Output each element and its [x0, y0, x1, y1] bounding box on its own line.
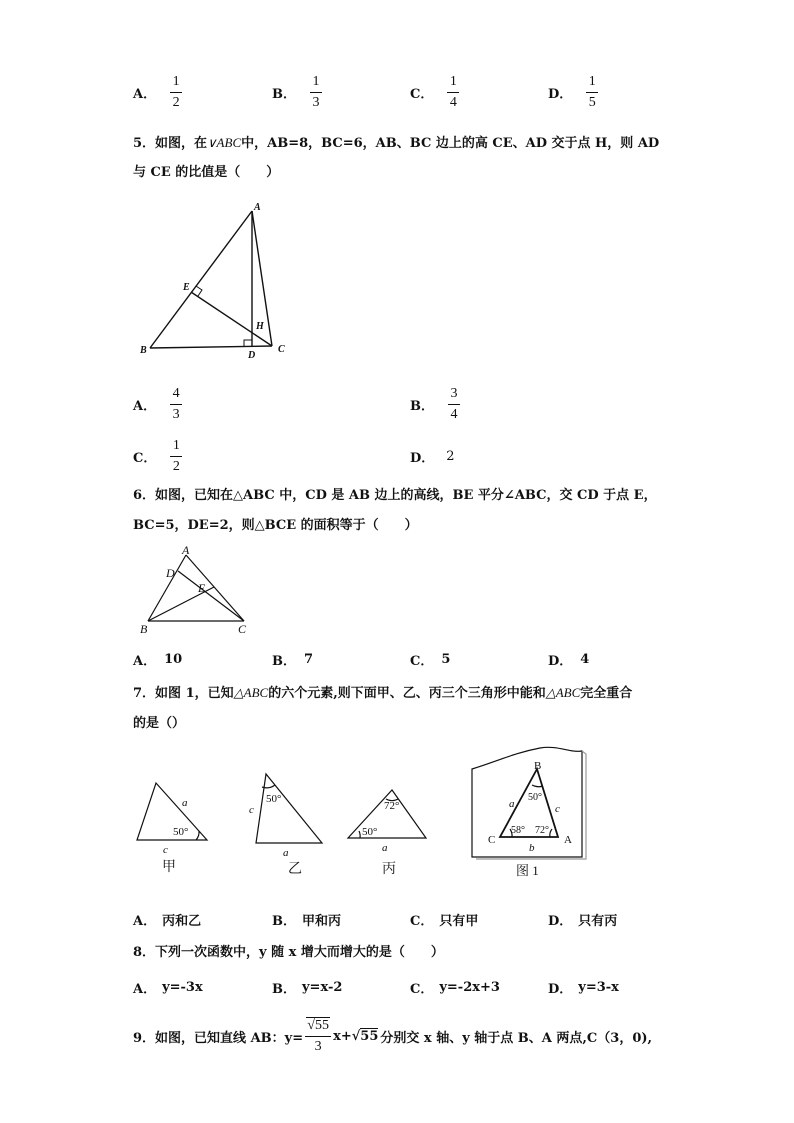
- svg-text:B: B: [140, 345, 147, 356]
- q6-option-d: D． 4: [548, 652, 590, 669]
- q7-option-c: C． 只有甲: [410, 914, 479, 929]
- svg-text:E: E: [198, 581, 206, 595]
- q6-option-c: C． 5: [410, 652, 451, 669]
- fraction: $\frac{1}{3}$: [310, 74, 322, 111]
- q4-option-b: B． $\frac{1}{3}$: [272, 74, 322, 111]
- q8-option-b: B． y=x-2: [272, 980, 343, 997]
- svg-text:c: c: [163, 844, 168, 856]
- svg-text:甲: 甲: [162, 860, 176, 875]
- svg-text:C: C: [488, 834, 496, 846]
- svg-text:a: a: [182, 797, 188, 809]
- q8-option-a: A． y=-3x: [133, 980, 203, 997]
- q5-option-c: C． $\frac{1}{2}$: [133, 438, 182, 475]
- triangle-bing: [348, 790, 426, 838]
- sqrt: √55: [307, 1018, 329, 1033]
- svg-text:a: a: [509, 798, 515, 810]
- svg-text:50°: 50°: [173, 826, 189, 838]
- sqrt: √55: [351, 1028, 379, 1044]
- svg-text:c: c: [249, 804, 254, 816]
- q4-option-d: D． $\frac{1}{5}$: [548, 74, 598, 111]
- svg-text:50°: 50°: [362, 826, 378, 838]
- svg-text:72°: 72°: [384, 800, 400, 812]
- q5-stem-line1: 5．如图，在∨ABC中，AB=8，BC=6，AB、BC 边上的高 CE、AD 交于点 H，则 AD: [133, 135, 660, 151]
- q7-figures: [130, 745, 600, 885]
- q6-option-a: A． 10: [133, 652, 183, 669]
- svg-text:a: a: [283, 847, 289, 859]
- triangle-yi: [256, 774, 322, 843]
- q5-stem-line2: 与 CE 的比值是（ ）: [133, 165, 280, 180]
- q6-stem-line2: BC=5，DE=2，则△BCE 的面积等于（ ）: [133, 518, 418, 533]
- svg-text:A: A: [254, 202, 261, 213]
- svg-text:58°: 58°: [511, 825, 525, 836]
- svg-text:c: c: [555, 803, 560, 815]
- svg-text:图 1: 图 1: [516, 863, 539, 878]
- q7-option-d: D． 只有丙: [548, 914, 618, 929]
- svg-text:a: a: [382, 842, 388, 854]
- svg-text:A: A: [182, 543, 190, 557]
- q7-option-b: B． 甲和丙: [272, 914, 342, 929]
- fraction: $\frac{√55}{3}$: [305, 1017, 331, 1055]
- svg-text:H: H: [256, 321, 264, 332]
- svg-text:E: E: [183, 282, 190, 293]
- fraction: $\frac{1}{2}$: [170, 74, 182, 111]
- q7-stem-line1: 7．如图 1，已知△ABC的六个元素,则下面甲、乙、丙三个三角形中能和△ABC完全重合: [133, 685, 633, 701]
- svg-text:C: C: [278, 344, 285, 355]
- svg-text:C: C: [238, 622, 247, 636]
- q8-option-c: C． y=-2x+3: [410, 980, 500, 997]
- q5-figure: [138, 198, 298, 363]
- triangle-jia: [137, 783, 207, 840]
- svg-text:乙: 乙: [288, 862, 302, 877]
- fraction: $\frac{4}{3}$: [170, 386, 182, 423]
- q4-option-a: A． $\frac{1}{2}$: [133, 74, 182, 111]
- svg-text:72°: 72°: [535, 825, 549, 836]
- svg-text:50°: 50°: [266, 793, 282, 805]
- svg-text:丙: 丙: [382, 862, 396, 877]
- svg-text:A: A: [564, 834, 572, 846]
- fraction: $\frac{3}{4}$: [448, 386, 460, 423]
- fraction: $\frac{1}{5}$: [586, 74, 598, 111]
- svg-text:B: B: [140, 622, 148, 636]
- svg-text:b: b: [529, 842, 535, 854]
- q6-figure: [138, 543, 258, 638]
- q7-stem-line2: 的是（）: [133, 716, 186, 731]
- svg-text:B: B: [534, 760, 542, 772]
- fraction: $\frac{1}{4}$: [447, 74, 459, 111]
- fraction: $\frac{1}{2}$: [170, 438, 182, 475]
- svg-text:D: D: [248, 350, 256, 361]
- q9-stem: 9．如图，已知直线 AB：y= $\frac{√55}{3}$ x+ √55 分别交 x 轴、y 轴于点 B、A 两点,C（3，0),: [133, 1018, 653, 1054]
- q7-option-a: A． 丙和乙: [133, 914, 202, 929]
- q5-option-d: D． 2: [410, 449, 455, 466]
- q8-option-d: D． y=3-x: [548, 980, 619, 997]
- q4-option-c: C． $\frac{1}{4}$: [410, 74, 459, 111]
- q6-option-b: B． 7: [272, 652, 314, 669]
- q5-option-a: A． $\frac{4}{3}$: [133, 386, 182, 423]
- svg-text:50°: 50°: [528, 792, 542, 803]
- q5-option-b: B． $\frac{3}{4}$: [410, 386, 460, 423]
- q6-stem-line1: 6．如图，已知在△ABC 中，CD 是 AB 边上的高线，BE 平分∠ABC，交 CD 于点 E，: [133, 488, 657, 503]
- q8-stem: 8．下列一次函数中，y 随 x 增大而增大的是（ ）: [133, 945, 444, 960]
- svg-text:D: D: [166, 566, 175, 580]
